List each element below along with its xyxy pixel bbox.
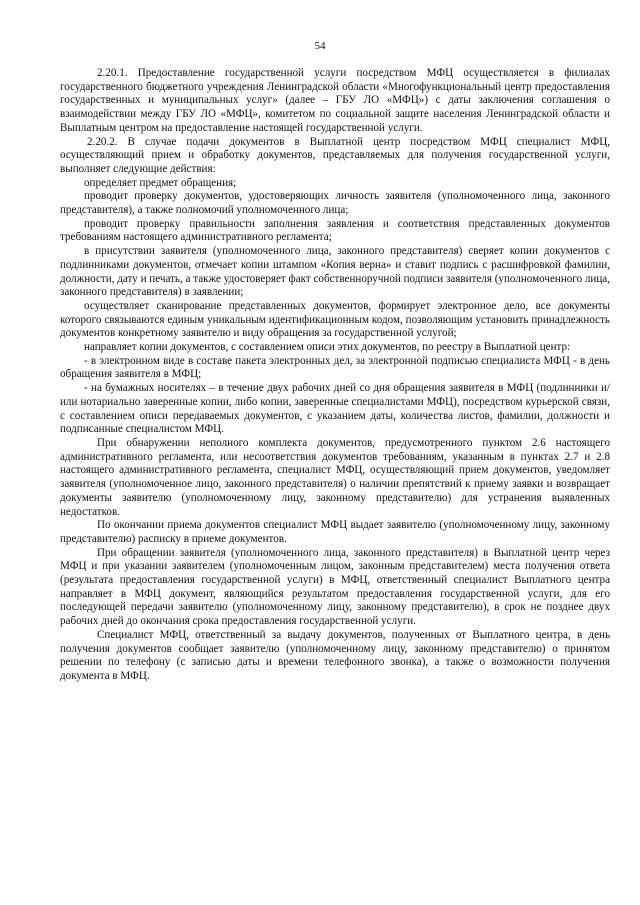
paragraph-notification: Специалист МФЦ, ответственный за выдачу документов, полученных от Выплатного центра, в день получения документов сообщает заявителю (уполномоченному лицу, законному представителю) о принятом решении по телефону (с записью даты и времени телефонного звонка), а также о возможности получения документа в МФЦ. bbox=[60, 628, 610, 682]
action-item: направляет копии документов, с составлением описи этих документов, по реестру в Выплатной центр: bbox=[84, 341, 571, 354]
sub-item-paper: - на бумажных носителях – в течение двух рабочих дней со дня обращения заявителя в МФЦ (подлинники и/или нотариально заверенные копии, либо копии, заверенные специалистами МФЦ), посредством курьерской связи, с составлением описи передаваемых документов, с указанием даты, количества листов, фамилии, должности и подписанные специалистом МФЦ. bbox=[60, 382, 610, 436]
paragraph-2-20-2: 2.20.2. В случае подачи документов в Выплатной центр посредством МФЦ специалист МФЦ, осуществляющий прием и обработку документов, представляемых для получения государственной услуги, выполняет следующие действия: bbox=[60, 135, 610, 175]
action-item: проводит проверку документов, удостоверяющих личность заявителя (уполномоченного лица, законного представителя), а также полномочий уполномоченного лица; bbox=[60, 190, 610, 217]
action-item: в присутствии заявителя (уполномоченного лица, законного представителя) сверяет копии документов с подлинниками документов, отмечает копии штампом «Копия верна» и ставит подпись с расшифровкой фамилии, должности, дату и печать, а также удостоверяет факт собственноручной подписи заявителя (уполномоченного лица, законного представителя) в заявлении; bbox=[60, 245, 611, 299]
action-item: осуществляет сканирование представленных документов, формирует электронное дело, все документы которого связываются единым уникальным идентификационным кодом, позволяющим установить принадлежность документов конкретному заявителю и виду обращения за государственной услугой; bbox=[60, 299, 610, 340]
action-item: проводит проверку правильности заполнения заявления и соответствия представленных документов требованиям настоящего административного регламента; bbox=[60, 217, 610, 244]
paragraph-incomplete-docs: При обнаружении неполного комплекта документов, предусмотренного пунктом 2.6 настоящего административного регламента, или несоответствия документов требованиям, указанным в пунктах 2.7 и 2.8 настоящего административного регламента, специалист МФЦ, осуществляющий прием документов, уведомляет заявителя (уполномоченное лицо, законного представителя) о наличии препятствий к приему заявки и возвращает документы заявителю (уполномоченному лицу, законному представителю) для устранения выявленных недостатков. bbox=[60, 436, 610, 518]
paragraph-receipt: По окончании приема документов специалист МФЦ выдает заявителю (уполномоченному лицу, законному представителю) расписку в приеме документов. bbox=[60, 519, 610, 545]
paragraph-2-20-1: 2.20.1. Предоставление государственной услуги посредством МФЦ осуществляется в филиалах государственного бюджетного учреждения Ленинградской области «Многофункциональный центр предоставления государственных и муниципальных услуг» (далее – ГБУ ЛО «МФЦ») с даты заключения соглашения о взаимодействии между ГБУ ЛО «МФЦ», комитетом по социальной защите населения Ленинградской области и Выплатным центром на предоставление настоящей государственной услуги. bbox=[60, 67, 610, 134]
paragraph-result-delivery: При обращении заявителя (уполномоченного лица, законного представителя) в Выплатной центр через МФЦ и при указании заявителем (уполномоченным лицом, законным представителем) места получения ответа (результата предоставления государственной услуги) в МФЦ, ответственный специалист Выплатного центра направляет в МФЦ документ, являющийся результатом предоставления государственной услуги, для его последующей передачи заявителю (уполномоченному лицу, законному представителю), в срок не позднее двух рабочих дней до окончания срока предоставления государственной услуги. bbox=[60, 546, 610, 628]
document-body bbox=[60, 67, 610, 684]
action-item: определяет предмет обращения; bbox=[84, 176, 237, 189]
sub-item-electronic: - в электронном виде в составе пакета электронных дел, за электронной подписью специалиста МФЦ - в день обращения заявителя в МФЦ; bbox=[60, 354, 610, 381]
page-number: 54 bbox=[314, 40, 326, 52]
